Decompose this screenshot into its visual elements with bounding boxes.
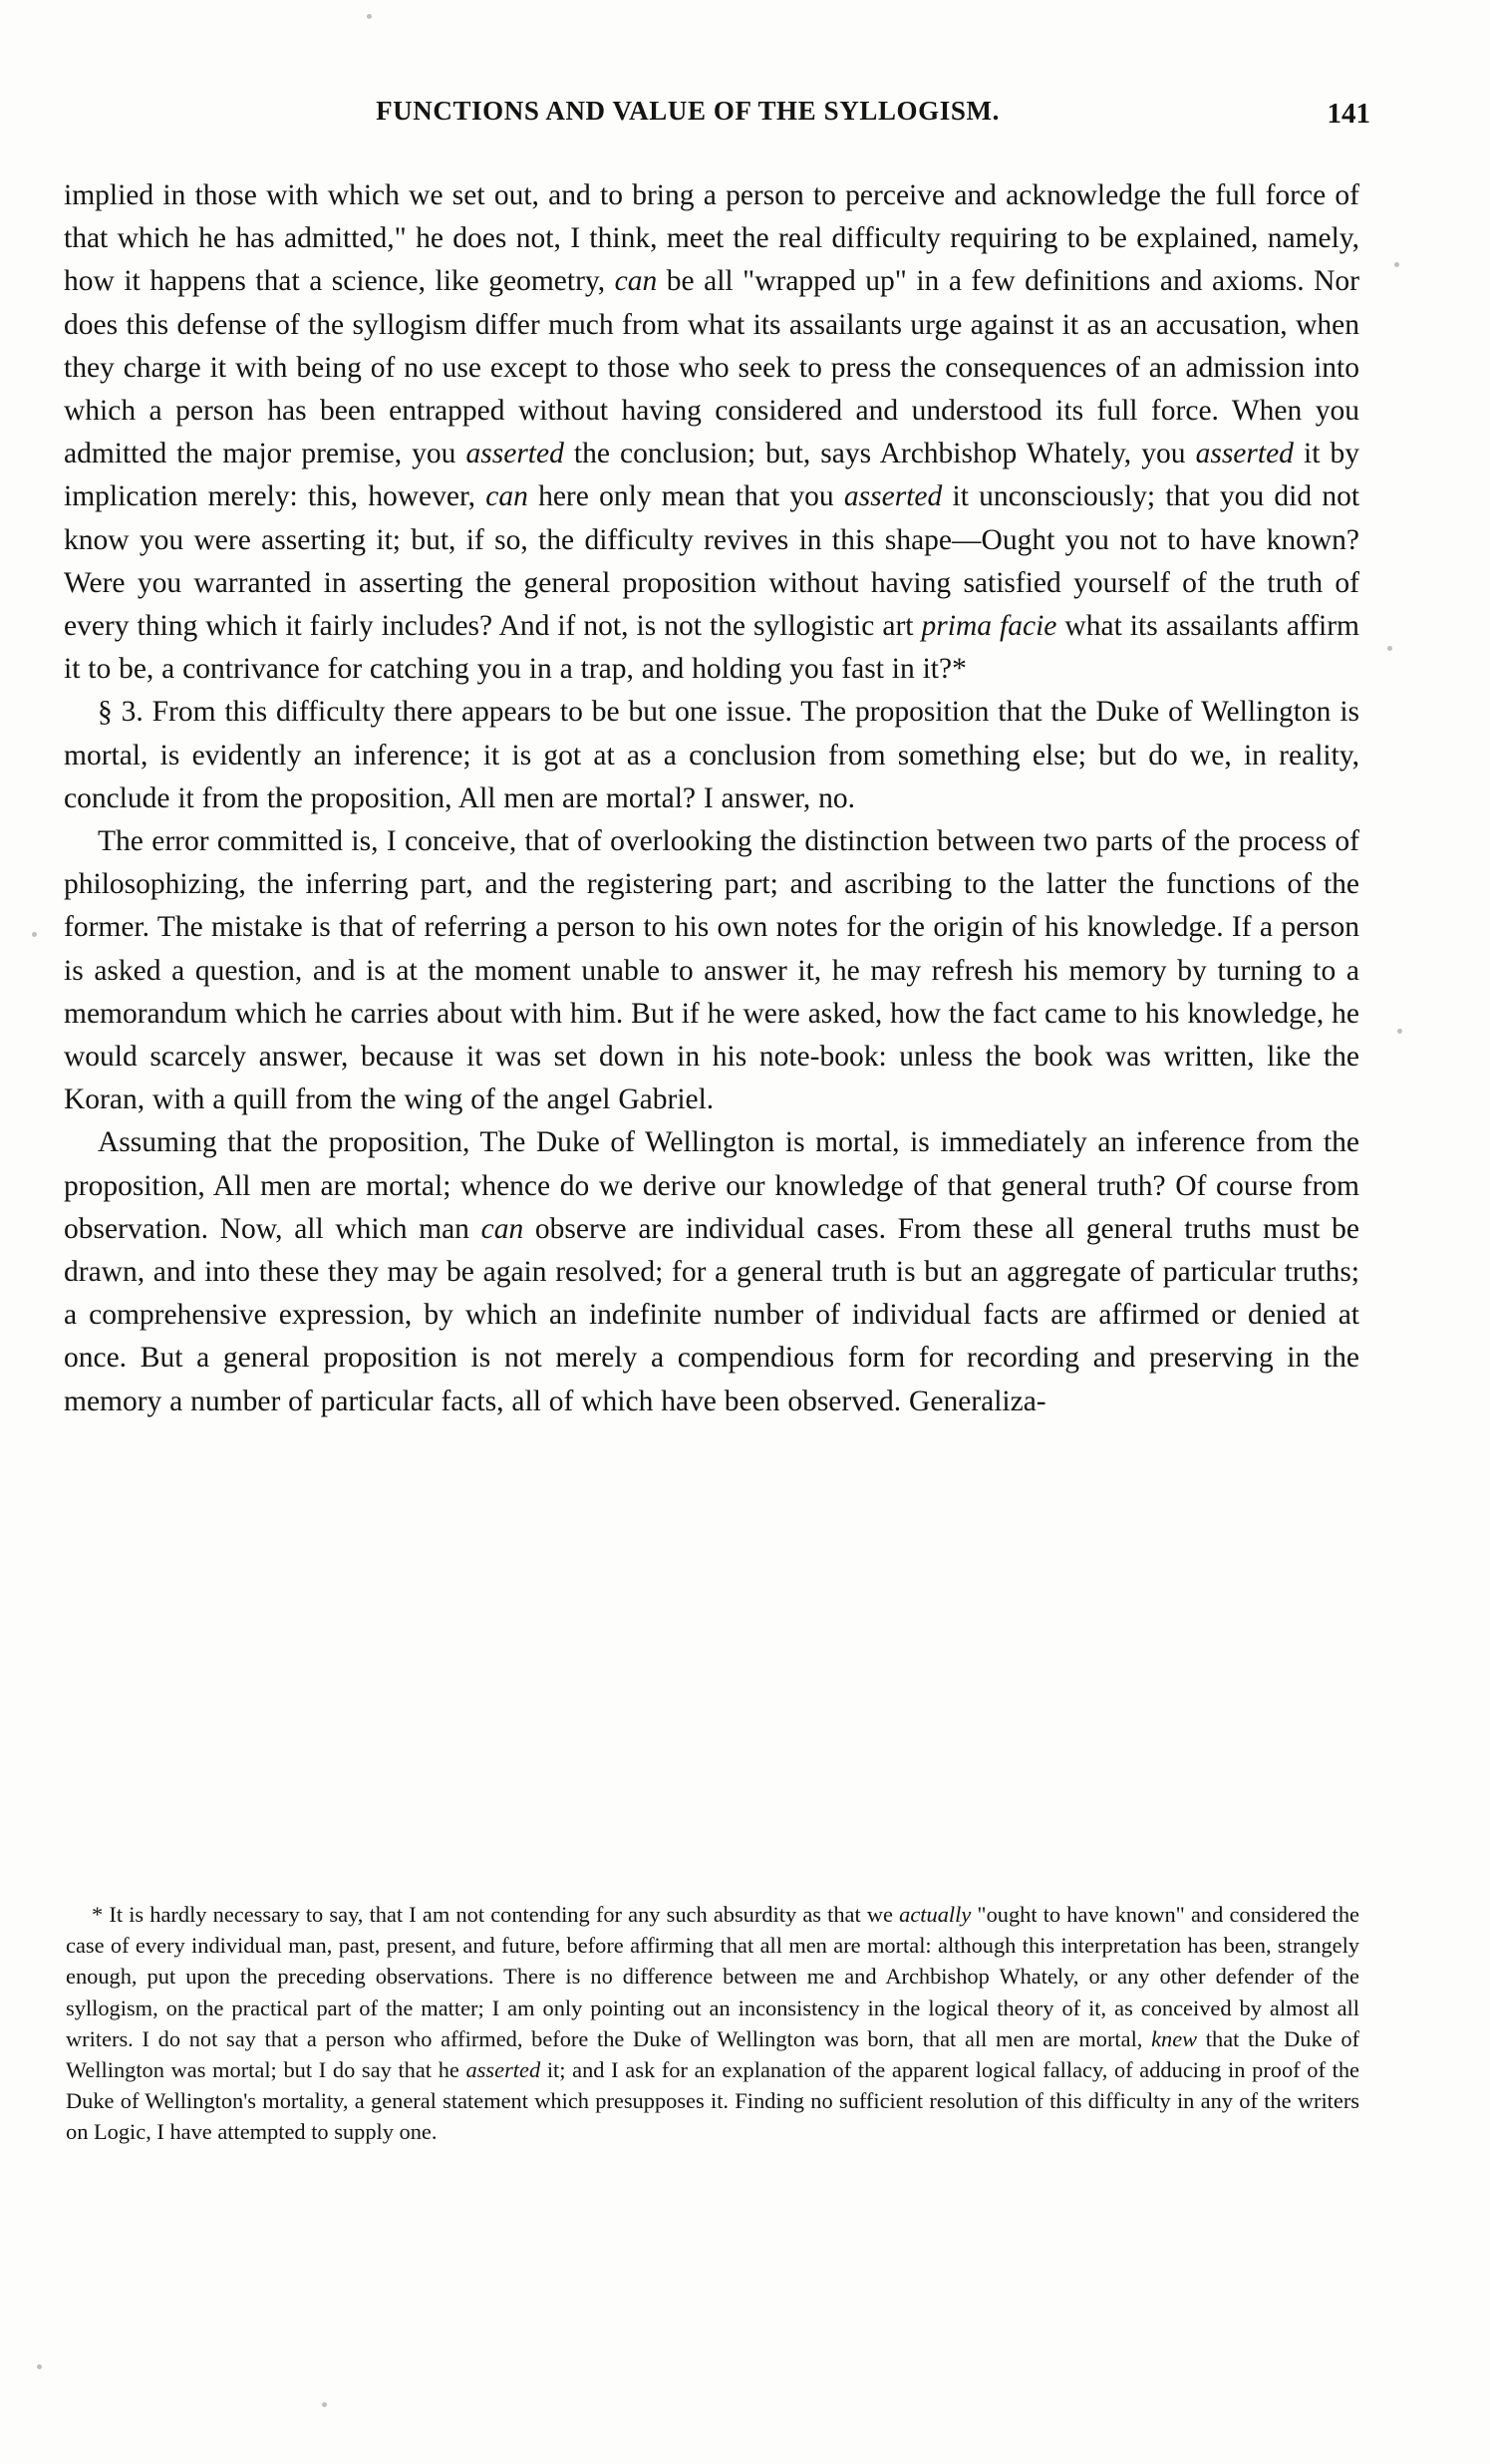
scan-speckle — [322, 2402, 327, 2407]
paragraph: The error committed is, I conceive, that of overlooking the distinction between two parts of the process of philosophizing, the inferring part, and the registering part; and ascribing to the latter the functions of the former. The mistake is that of referring a person to his own notes for the origin of his knowledge. If a person is asked a question, and is at the moment unable to answer it, he may refresh his memory by turning to a memorandum which he carries about with him. But if he were asked, how the fact came to his knowledge, he would scarcely answer, because it was set down in his note-book: unless the book was written, like the Koran, with a quill from the wing of the angel Gabriel. — [64, 825, 1359, 1116]
italic-phrase: asserted — [1195, 438, 1294, 470]
scan-speckle — [1387, 646, 1392, 651]
body-text — [64, 174, 1359, 1423]
paragraph: implied in those with which we set out, and to bring a person to perceive and acknowledge the full force of that which he has admitted," he does not, I think, meet the real difficulty requiring to be explained, namely, how it happens that a science, like geometry, can be all "wrapped up" in a few definitions and axioms. Nor does this defense of the syllogism differ much from what its assailants urge against it as an accusation, when they charge it with being of no use except to those who seek to press the consequences of an admission into which a person has been entrapped without having considered and understood its full force. When you admitted the major premise, you asserted the conclusion; but, says Archbishop Whately, you asserted it by implication merely: this, however, can here only mean that you asserted it unconsciously; that you did not know you were asserting it; but, if so, the difficulty revives in this shape—Ought you not to have known? Were you warranted in asserting the general proposition without having satisfied yourself of the truth of every thing which it fairly includes? And if not, is not the syllogistic art prima facie what its assailants affirm it to be, a contrivance for catching you in a trap, and holding you fast in it?* — [64, 179, 1360, 686]
scan-speckle — [32, 932, 37, 937]
italic-phrase: asserted — [465, 438, 564, 470]
italic-phrase: can — [480, 1212, 524, 1245]
page-number: 141 — [1327, 98, 1370, 130]
italic-phrase: asserted — [843, 480, 943, 513]
running-head — [0, 96, 1490, 136]
italic-phrase: can — [614, 265, 658, 298]
scan-speckle — [37, 2364, 42, 2369]
italic-phrase: prima facie — [921, 610, 1057, 643]
scan-speckle — [1394, 262, 1399, 267]
scan-speckle — [1397, 1029, 1402, 1034]
scan-speckle — [367, 14, 372, 19]
footnote-block — [66, 1899, 1359, 2148]
footnote-text: * It is hardly necessary to say, that I am not contending for any such absurdity as that we actually "ought to have known" and considered the case of every individual man, past, present, and future, before affirming that all men are mortal: although this interpretation has been, strangely enough, put upon the preceding observations. There is no difference between me and Archbishop Whately, or any other defender of the syllogism, on the practical part of the matter; I am only pointing out an inconsistency in the logical theory of it, as conceived by almost all writers. I do not say that a person who affirmed, before the Duke of Wellington was born, that all men are mortal, knew that the Duke of Wellington was mortal; but I do say that he asserted it; and I ask for an explanation of the apparent logical fallacy, of adducing in proof of the Duke of Wellington's mortality, a general statement which presupposes it. Finding no sufficient resolution of this difficulty in any of the writers on Logic, I have attempted to supply one. — [66, 1902, 1359, 2145]
italic-phrase: can — [485, 480, 528, 513]
italic-phrase: asserted — [465, 2057, 541, 2083]
page-title: FUNCTIONS AND VALUE OF THE SYLLOGISM. — [376, 96, 1000, 126]
paragraph: Assuming that the proposition, The Duke of Wellington is mortal, is immediately an inference from the proposition, All men are mortal; whence do we derive our knowledge of that general truth? Of course from observation. Now, all which man can observe are individual cases. From these all general truths must be drawn, and into these they may be again resolved; for a general truth is but an aggregate of particular truths; a comprehensive expression, by which an indefinite number of individual facts are affirmed or denied at once. But a general proposition is not merely a compendious form for recording and preserving in the memory a number of particular facts, all of which have been observed. Generaliza- — [64, 1126, 1359, 1417]
italic-phrase: actually — [899, 1902, 972, 1927]
italic-phrase: knew — [1151, 2025, 1198, 2051]
paragraph: § 3. From this difficulty there appears to be but one issue. The proposition that the Duke of Wellington is mortal, is evidently an inference; it is got at as a conclusion from something else; but do we, in reality, conclude it from the proposition, All men are mortal? I answer, no. — [64, 696, 1359, 814]
